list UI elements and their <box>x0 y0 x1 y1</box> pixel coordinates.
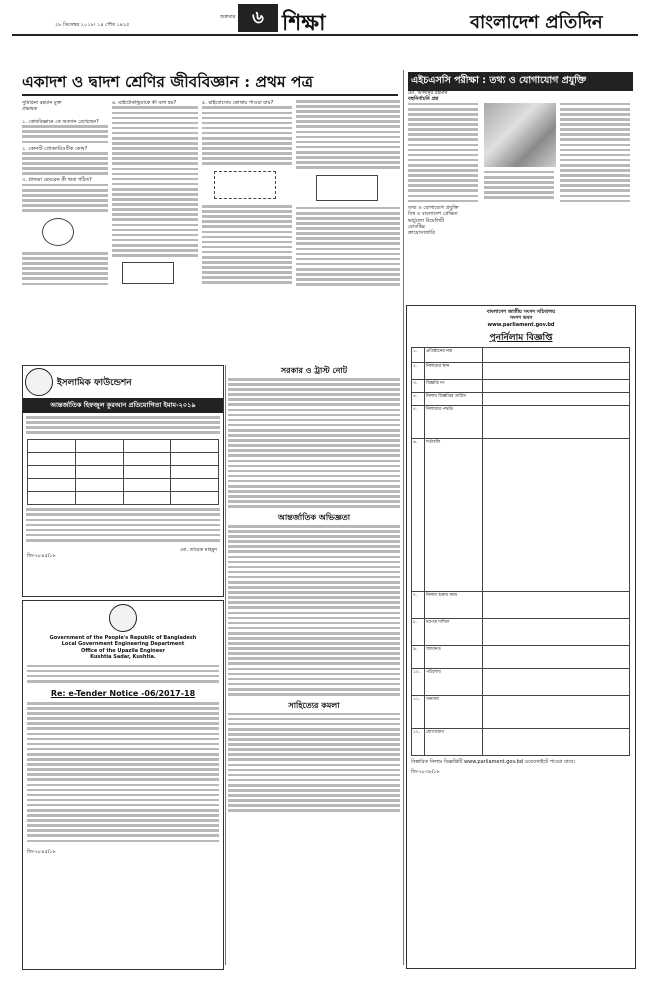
ict-block <box>408 90 633 300</box>
exam-photo <box>484 103 556 167</box>
notice-lged <box>22 600 224 970</box>
column-separator <box>403 70 404 965</box>
brand-logo: বাংলাদেশ প্রতিদিন <box>470 12 603 33</box>
parl-title: পুনর্নিলাম বিজ্ঞপ্তি <box>489 333 553 344</box>
table-row: ৪. নিলাম বিজ্ঞপ্তির তারিখ <box>412 393 630 406</box>
ict-title: এইচএসসি পরীক্ষা : তথ্য ও যোগাযোগ প্রযুক্তি <box>408 72 633 91</box>
header-day: শুক্রবার <box>220 14 236 20</box>
lged-dept: Local Government Engineering Department <box>61 641 185 648</box>
table-row: ১০. পরিশোধ <box>412 669 630 696</box>
bio-q3: ৩. প্লাজমা মেমব্রেন কী দ্বারা গঠিত? <box>22 177 92 184</box>
lged-place: Kushtia Sadar, Kushtia. <box>90 654 156 661</box>
parl-code: জি-২৮৩৮/১৮ <box>411 768 440 775</box>
table-row: ৫. নিলামের পদ্ধতি <box>412 406 630 439</box>
article-school-title: সরকার ও ট্রাস্ট নোট <box>280 366 348 375</box>
ict-heading: বহুনির্বাচনি প্রশ্ন <box>408 96 439 103</box>
main-title: একাদশ ও দ্বাদশ শ্রেণির জীববিজ্ঞান : প্রথম পত্র <box>22 72 313 91</box>
table-row: ১২. যোগাযোগ <box>412 729 630 756</box>
ifb-title: আন্তর্জাতিক হিফজুল কুরআন প্রতিযোগিতা ইমাম-২০১৯ <box>23 398 223 413</box>
ifb-org: ইসলামিক ফাউন্ডেশন <box>57 377 132 388</box>
table-row: ৮. দরপত্র দাখিল <box>412 619 630 646</box>
bio-q5: ৫. রাইবোসোম কোথায় পাওয়া যায়? <box>202 100 274 106</box>
column-separator <box>225 365 226 965</box>
bio-col-4 <box>296 100 400 360</box>
bio-col-2 <box>112 100 198 360</box>
table-row: ১. প্রতিষ্ঠানের নাম <box>412 348 630 363</box>
article-last-title: সাহিত্যের কমলা <box>288 700 340 710</box>
notice-parliament <box>406 305 636 969</box>
table-row: ৯. জামানত <box>412 646 630 669</box>
ifb-table <box>27 439 219 505</box>
lged-office: Office of the Upazila Engineer <box>81 647 165 654</box>
table-row: ৭. নিলাম শুরুর সময় <box>412 592 630 619</box>
center-articles <box>228 365 400 965</box>
cell-diagram <box>42 218 74 246</box>
ict-section-1: তথ্য ও যোগাযোগ প্রযুক্তি <box>408 204 459 211</box>
header-date: ২৮ ডিসেম্বর ২০১৮। ১৪ পৌষ ১৪২৫ <box>55 22 130 28</box>
bio-q1: ১. কোষবিজ্ঞানে কে অবদান রেখেছেন? <box>22 118 99 125</box>
lged-code: জি-২৮৪৫/১৮ <box>27 848 56 855</box>
ifb-signature: মো. তারেক মাহমুদ <box>180 547 217 554</box>
ict-teacher: মো. মিজানুর রহমান <box>408 90 448 96</box>
parl-sub: সংসদ ভবন <box>509 315 533 322</box>
ict-section-2: বিশ্ব ও বাংলাদেশ প্রেক্ষিত <box>408 211 458 218</box>
chromosome-diagram <box>214 171 276 199</box>
ifb-logo <box>25 368 53 396</box>
article-opinion-title: আন্তর্জাতিক অভিজ্ঞতা <box>277 512 351 522</box>
bio-role: প্রভাষক <box>22 106 38 113</box>
ict-section-4: রোবটিক্স <box>408 223 425 230</box>
section-title: শিক্ষা <box>282 10 326 36</box>
page-number: ৬ <box>238 4 278 32</box>
table-row: ২. নিলামের স্থান <box>412 363 630 380</box>
title-rule <box>22 94 398 96</box>
parl-footer: বিস্তারিত নিলাম বিজ্ঞপ্তিটি www.parliament.gov.bd ওয়েবসাইটে পাওয়া যাবে। <box>411 759 576 766</box>
tree-diagram <box>122 262 174 284</box>
parl-org: বাংলাদেশ জাতীয় সংসদ সচিবালয় <box>486 309 556 315</box>
parl-table <box>411 347 630 756</box>
bio-q4: ৪. মাইটোকন্ড্রিয়াকে কী বলা হয়? <box>112 100 177 106</box>
table-row: ৩. বিজ্ঞপ্তি নং <box>412 380 630 393</box>
bio-col-1 <box>22 100 108 360</box>
table-row: ১১. অন্যান্য <box>412 696 630 729</box>
bio-q2: ২. কোনটি প্রোক্যারিওটিক কোষ? <box>22 145 88 152</box>
lged-title: Re: e-Tender Notice -06/2017-18 <box>50 689 196 698</box>
notice-islamic <box>22 365 224 597</box>
bio-col-3 <box>202 100 292 360</box>
cycle-diagram <box>316 175 378 201</box>
ict-section-3: ভার্চুয়াল রিয়েলিটি <box>408 217 445 224</box>
ifb-code: জি-২৮৪৫/১৮ <box>27 553 56 560</box>
govt-logo <box>109 604 137 632</box>
ict-section-5: ক্রায়োসার্জারি <box>408 230 435 237</box>
table-row: ৬. শর্তাবলি <box>412 439 630 592</box>
parl-web: www.parliament.gov.bd <box>487 321 555 328</box>
lged-gov: Government of the People's Republic of Bangladesh <box>49 635 197 641</box>
bio-author: সুমিরিনা রহমান মুক্ত <box>22 100 62 106</box>
